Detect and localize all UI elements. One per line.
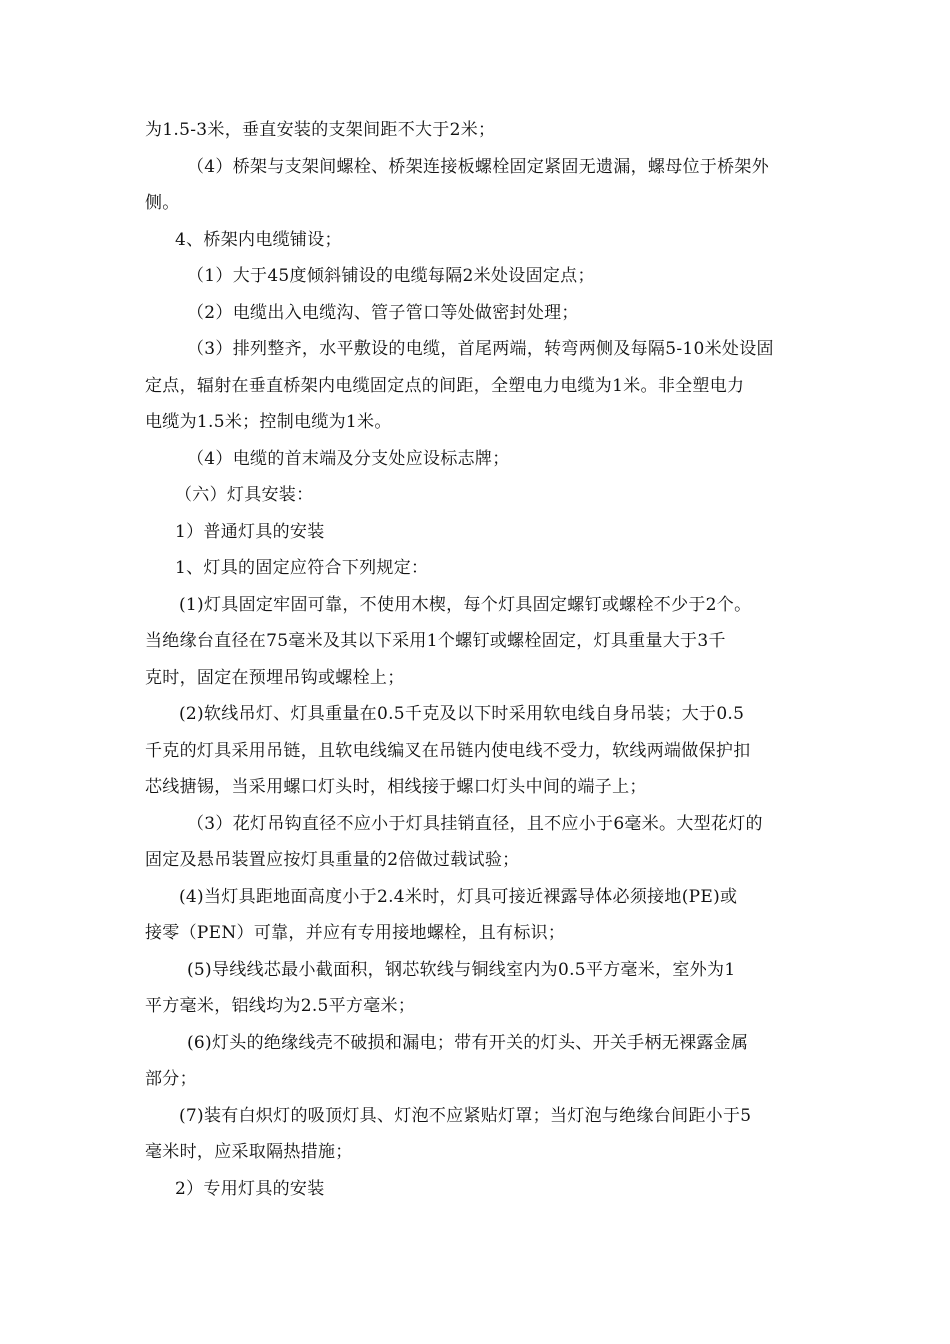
paragraph-line: 定点，辐射在垂直桥架内电缆固定点的间距，全塑电力电缆为1米。非全塑电力 [145, 375, 745, 396]
paragraph-line: 平方毫米，铝线均为2.5平方毫米； [145, 996, 416, 1016]
paragraph-line: (2)软线吊灯、灯具重量在0.5千克及以下时采用软电线自身吊装；大于0.5 [179, 704, 745, 724]
paragraph-line: (4)当灯具距地面高度小于2.4米时，灯具可接近裸露导体必须接地(PE)或 [179, 886, 738, 907]
paragraph-line: (1)灯具固定牢固可靠，不使用木楔，每个灯具固定螺钉或螺栓不少于2个。 [179, 594, 752, 615]
paragraph-line: （1）大于45度倾斜铺设的电缆每隔2米处设固定点； [187, 266, 595, 286]
paragraph-line: 固定及悬吊装置应按灯具重量的2倍做过载试验； [145, 850, 520, 870]
paragraph-line: 芯线搪锡，当采用螺口灯头时，相线接于螺口灯头中间的端子上； [145, 777, 647, 797]
paragraph-line: 电缆为1.5米；控制电缆为1米。 [145, 412, 392, 432]
paragraph-line: (7)装有白炽灯的吸顶灯具、灯泡不应紧贴灯罩；当灯泡与绝缘台间距小于5 [179, 1105, 752, 1126]
section-heading: 4、桥架内电缆铺设； [175, 229, 342, 250]
paragraph-line: （3）排列整齐，水平敷设的电缆，首尾两端，转弯两侧及每隔5-10米处设固 [187, 339, 774, 359]
paragraph-line: 部分； [145, 1069, 197, 1089]
paragraph-line: (6)灯头的绝缘线壳不破损和漏电；带有开关的灯头、开关手柄无裸露金属 [187, 1032, 749, 1053]
paragraph-line: （4）电缆的首末端及分支处应设标志牌； [187, 448, 510, 469]
paragraph-line: （4）桥架与支架间螺栓、桥架连接板螺栓固定紧固无遗漏，螺母位于桥架外 [187, 156, 770, 177]
paragraph-line: 侧。 [145, 193, 180, 213]
subsection-heading: 2）专用灯具的安装 [175, 1178, 325, 1199]
paragraph-line: （3）花灯吊钩直径不应小于灯具挂销直径，且不应小于6毫米。大型花灯的 [187, 813, 763, 834]
paragraph-line: 接零（PEN）可靠，并应有专用接地螺栓，且有标识； [145, 923, 566, 943]
subsection-heading: 1）普通灯具的安装 [175, 521, 325, 542]
paragraph-line: 毫米时，应采取隔热措施； [145, 1142, 353, 1162]
section-heading: （六）灯具安装： [175, 485, 314, 505]
subsection-heading: 1、灯具的固定应符合下列规定： [175, 558, 429, 578]
paragraph-line: （2）电缆出入电缆沟、管子管口等处做密封处理； [187, 302, 579, 323]
paragraph-line: (5)导线线芯最小截面积，钢芯软线与铜线室内为0.5平方毫米，室外为1 [187, 959, 736, 980]
paragraph-line: 当绝缘台直径在75毫米及其以下采用1个螺钉或螺栓固定，灯具重量大于3千 [145, 631, 726, 651]
paragraph-line: 千克的灯具采用吊链，且软电线编叉在吊链内使电线不受力，软线两端做保护扣 [145, 740, 751, 761]
paragraph-line: 克时，固定在预埋吊钩或螺栓上； [145, 667, 405, 688]
paragraph-line: 为1.5-3米，垂直安装的支架间距不大于2米； [145, 120, 496, 140]
document-body [145, 112, 810, 1207]
